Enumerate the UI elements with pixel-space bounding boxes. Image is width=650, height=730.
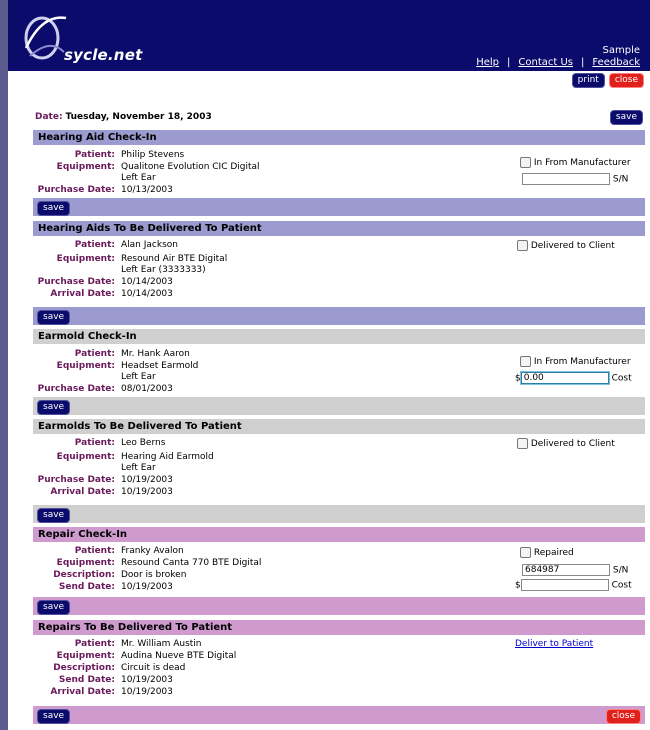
logo-text: sycle.net	[64, 46, 143, 64]
in-from-manufacturer-label: In From Manufacturer	[533, 158, 631, 168]
section-body	[33, 635, 645, 706]
save-button[interactable]: save	[37, 508, 70, 523]
patient-label: Patient:	[74, 438, 115, 448]
save-button[interactable]: save	[37, 201, 70, 216]
arrival-date-value: 10/14/2003	[121, 289, 173, 299]
contact-us-link[interactable]: Contact Us	[518, 57, 573, 68]
arrival-date-label: Arrival Date:	[50, 487, 115, 497]
patient-value: Mr. William Austin	[121, 639, 202, 649]
ear-value: Left Ear	[121, 372, 156, 382]
patient-value: Franky Avalon	[121, 546, 184, 556]
purchase-date-label: Purchase Date:	[37, 475, 115, 485]
in-from-manufacturer-checkbox[interactable]	[520, 157, 531, 168]
arrival-date-value: 10/19/2003	[121, 487, 173, 497]
header-links	[476, 57, 640, 69]
repair-checkin-section	[33, 527, 645, 615]
cost-label: Cost	[611, 580, 632, 591]
equipment-label: Equipment:	[56, 558, 115, 568]
delivered-to-client-checkbox[interactable]	[517, 240, 528, 251]
hearing-aid-checkin-section	[33, 130, 645, 216]
hearing-aids-deliver-section	[33, 221, 645, 325]
patient-label: Patient:	[74, 639, 115, 649]
section-footer	[33, 307, 645, 325]
equipment-value: Qualitone Evolution CIC Digital	[121, 162, 260, 172]
sn-control	[522, 173, 628, 185]
dollar-sign: $	[515, 580, 521, 591]
sn-input[interactable]: 684987	[522, 564, 610, 576]
section-title: Hearing Aids To Be Delivered To Patient	[33, 221, 645, 236]
delivered-to-client-label: Delivered to Client	[530, 439, 615, 449]
cost-input[interactable]	[521, 579, 609, 591]
equipment-value: Resound Canta 770 BTE Digital	[121, 558, 262, 568]
save-button[interactable]: save	[37, 600, 70, 615]
send-date-label: Send Date:	[58, 582, 115, 592]
purchase-date-value: 08/01/2003	[121, 384, 173, 394]
left-edge-bar	[0, 0, 8, 730]
send-date-value: 10/19/2003	[121, 582, 173, 592]
close-button[interactable]: close	[609, 73, 644, 88]
section-title: Hearing Aid Check-In	[33, 130, 645, 145]
section-footer	[33, 397, 645, 415]
dollar-sign: $	[515, 373, 521, 384]
app-header	[8, 0, 650, 71]
footer-close-button[interactable]: close	[606, 709, 641, 724]
ear-value: Left Ear (3333333)	[121, 265, 206, 275]
help-link[interactable]: Help	[476, 57, 499, 68]
separator: |	[507, 57, 511, 68]
cost-input[interactable]: 0.00	[521, 372, 609, 384]
earmold-checkin-section	[33, 329, 645, 415]
header-right	[476, 45, 640, 69]
purchase-date-value: 10/19/2003	[121, 475, 173, 485]
equipment-value: Headset Earmold	[121, 361, 199, 371]
date-value: Tuesday, November 18, 2003	[65, 112, 212, 122]
patient-label: Patient:	[74, 150, 115, 160]
patient-value: Alan Jackson	[121, 240, 178, 250]
section-footer	[33, 706, 645, 724]
sn-input[interactable]	[522, 173, 610, 185]
save-button[interactable]: save	[37, 310, 70, 325]
description-value: Circuit is dead	[121, 663, 186, 673]
purchase-date-label: Purchase Date:	[37, 185, 115, 195]
equipment-value: Audina Nueve BTE Digital	[121, 651, 237, 661]
section-footer	[33, 505, 645, 523]
equipment-value: Resound Air BTE Digital	[121, 254, 228, 264]
purchase-date-value: 10/13/2003	[121, 185, 173, 195]
save-button[interactable]: save	[37, 400, 70, 415]
sycle-logo[interactable]	[20, 8, 170, 64]
section-title: Repairs To Be Delivered To Patient	[33, 620, 645, 635]
patient-value: Philip Stevens	[121, 150, 185, 160]
arrival-date-value: 10/19/2003	[121, 687, 173, 697]
purchase-date-value: 10/14/2003	[121, 277, 173, 287]
in-from-manufacturer-control	[520, 356, 631, 367]
deliver-to-patient-control	[515, 639, 593, 649]
section-title: Repair Check-In	[33, 527, 645, 542]
description-label: Description:	[53, 570, 115, 580]
in-from-manufacturer-control	[520, 157, 631, 168]
date-label: Date:	[35, 112, 63, 122]
deliver-to-patient-link[interactable]: Deliver to Patient	[515, 639, 594, 649]
equipment-value: Hearing Aid Earmold	[121, 452, 214, 462]
print-button[interactable]: print	[572, 73, 605, 88]
delivered-to-client-label: Delivered to Client	[530, 241, 615, 251]
equipment-label: Equipment:	[56, 361, 115, 371]
earmolds-deliver-section	[33, 419, 645, 523]
send-date-label: Send Date:	[58, 675, 115, 685]
equipment-label: Equipment:	[56, 651, 115, 661]
section-body	[33, 542, 645, 597]
delivered-to-client-control	[517, 240, 615, 251]
section-body	[33, 145, 645, 198]
in-from-manufacturer-label: In From Manufacturer	[533, 357, 631, 367]
repairs-deliver-section	[33, 620, 645, 724]
patient-label: Patient:	[74, 240, 115, 250]
section-footer	[33, 597, 645, 615]
ear-value: Left Ear	[121, 463, 156, 473]
repaired-checkbox[interactable]	[520, 547, 531, 558]
save-button[interactable]: save	[37, 709, 70, 724]
equipment-label: Equipment:	[56, 254, 115, 264]
equipment-label: Equipment:	[56, 452, 115, 462]
patient-value: Mr. Hank Aaron	[121, 349, 190, 359]
section-footer	[33, 198, 645, 216]
date-row	[35, 112, 645, 122]
description-label: Description:	[53, 663, 115, 673]
sn-control	[522, 564, 628, 576]
in-from-manufacturer-checkbox[interactable]	[520, 356, 531, 367]
equipment-label: Equipment:	[56, 162, 115, 172]
sn-label: S/N	[612, 174, 629, 185]
patient-label: Patient:	[74, 546, 115, 556]
section-body	[33, 344, 645, 397]
delivered-to-client-control	[517, 438, 615, 449]
repaired-control	[520, 547, 574, 558]
cost-label: Cost	[611, 373, 632, 384]
sn-label: S/N	[612, 565, 629, 576]
cost-control	[515, 372, 632, 384]
repaired-label: Repaired	[533, 548, 574, 558]
arrival-date-label: Arrival Date:	[50, 289, 115, 299]
account-name: Sample	[602, 45, 640, 56]
patient-label: Patient:	[74, 349, 115, 359]
patient-value: Leo Berns	[121, 438, 166, 448]
description-value: Door is broken	[121, 570, 187, 580]
top-buttons	[568, 73, 644, 88]
section-title: Earmolds To Be Delivered To Patient	[33, 419, 645, 434]
feedback-link[interactable]: Feedback	[592, 57, 640, 68]
send-date-value: 10/19/2003	[121, 675, 173, 685]
ear-value: Left Ear	[121, 173, 156, 183]
cost-control	[515, 579, 632, 591]
section-title: Earmold Check-In	[33, 329, 645, 344]
delivered-to-client-checkbox[interactable]	[517, 438, 528, 449]
section-body	[33, 434, 645, 505]
purchase-date-label: Purchase Date:	[37, 384, 115, 394]
arrival-date-label: Arrival Date:	[50, 687, 115, 697]
date-save-button[interactable]: save	[610, 110, 643, 125]
purchase-date-label: Purchase Date:	[37, 277, 115, 287]
separator: |	[581, 57, 585, 68]
section-body	[33, 236, 645, 307]
